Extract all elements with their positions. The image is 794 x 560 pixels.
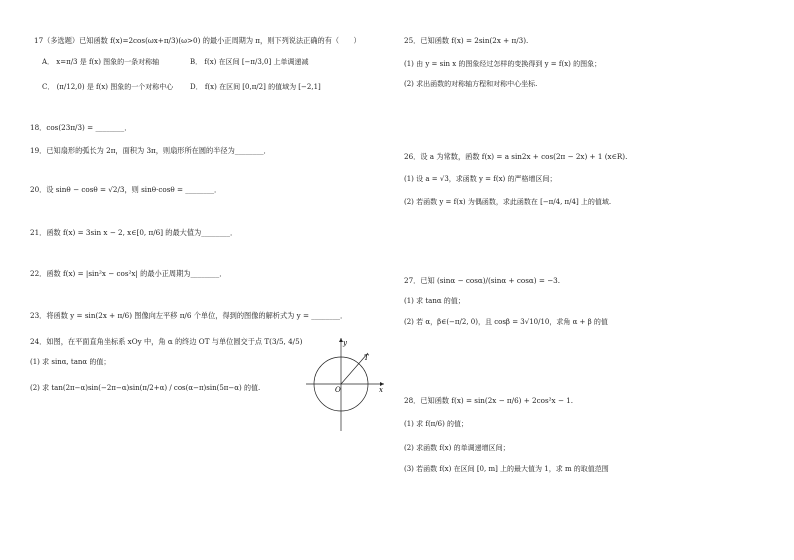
q25-part-2: (2) 求出函数的对称轴方程和对称中心坐标. [404, 80, 538, 88]
q28-part-1: (1) 求 f(π/6) 的值； [404, 420, 469, 428]
q17-option-b: B． f(x) 在区间 [−π/3,0] 上单调递减 [190, 58, 309, 66]
right-column [397, 0, 794, 560]
question-24: 24．如图，在平面直角坐标系 xOy 中，角 α 的终边 OT 与单位圆交于点 T(3/5, 4/5) [30, 337, 303, 346]
q26-part-1: (1) 设 a = √3，求函数 y = f(x) 的严格增区间； [404, 175, 557, 183]
origin-label: O [335, 386, 341, 394]
q26-part-2: (2) 若函数 y = f(x) 为偶函数，求此函数在 [−π/4, π/4] 上的值域. [404, 198, 612, 206]
question-23: 23．将函数 y = sin(2x + π/6) 图像向左平移 π/6 个单位，得到的图像的解析式为 y = ________． [30, 311, 348, 320]
question-26: 26．设 a 为常数，函数 f(x) = a sin2x + cos(2π − 2x) + 1 (x∈R). [404, 152, 628, 161]
question-19: 19．已知扇形的弧长为 2π，面积为 3π，则扇形所在圆的半径为________． [30, 146, 271, 155]
point-t-label: T [364, 354, 369, 362]
q27-part-1: (1) 求 tanα 的值； [404, 297, 465, 305]
question-27: 27．已知 (sinα − cosα)/(sinα + cosα) = −3. [404, 276, 561, 285]
x-axis-label: x [379, 386, 383, 394]
q25-part-1: (1) 由 y = sin x 的图象经过怎样的变换得到 y = f(x) 的图象； [404, 60, 602, 68]
q27-part-2: (2) 若 α，β∈(−π/2, 0)，且 cosβ = 3√10/10，求角 α + β 的值 [404, 318, 608, 326]
q28-part-3: (3) 若函数 f(x) 在区间 [0, m] 上的最大值为 1，求 m 的取值范围 [404, 465, 609, 473]
q24-part-2: (2) 求 tan(2π−α)sin(−2π−α)sin(π/2+α) / cos(α−π)sin(5π−α) 的值. [30, 384, 261, 392]
question-20: 20．设 sinθ − cosθ = √2/3，则 sinθ·cosθ = ________． [30, 185, 222, 194]
unit-circle-figure [306, 334, 386, 434]
question-18: 18．cos(23π/3) = ________． [30, 123, 132, 132]
question-28: 28．已知函数 f(x) = sin(2x − π/6) + 2cos²x − 1. [404, 396, 574, 405]
q24-part-1: (1) 求 sinα, tanα 的值； [30, 358, 111, 366]
question-22: 22．函数 f(x) = |sin²x − cos²x| 的最小正周期为________． [30, 269, 227, 278]
question-17: 17（多选题）已知函数 f(x)=2cos(ωx+π/3)(ω>0) 的最小正周期为 π，则下列说法正确的有（ ） [34, 36, 361, 45]
y-axis-label: y [343, 339, 347, 347]
q17-option-c: C． (π/12,0) 是 f(x) 图象的一个对称中心 [42, 83, 174, 91]
q17-option-d: D． f(x) 在区间 [0,π/2] 的值域为 [−2,1] [190, 83, 321, 91]
q17-option-a: A． x=π/3 是 f(x) 图象的一条对称轴 [42, 58, 160, 66]
question-21: 21．函数 f(x) = 3sin x − 2, x∈[0, π/6] 的最大值为________． [30, 228, 238, 237]
question-25: 25．已知函数 f(x) = 2sin(2x + π/3). [404, 36, 529, 45]
q28-part-2: (2) 求函数 f(x) 的单调递增区间； [404, 444, 510, 452]
